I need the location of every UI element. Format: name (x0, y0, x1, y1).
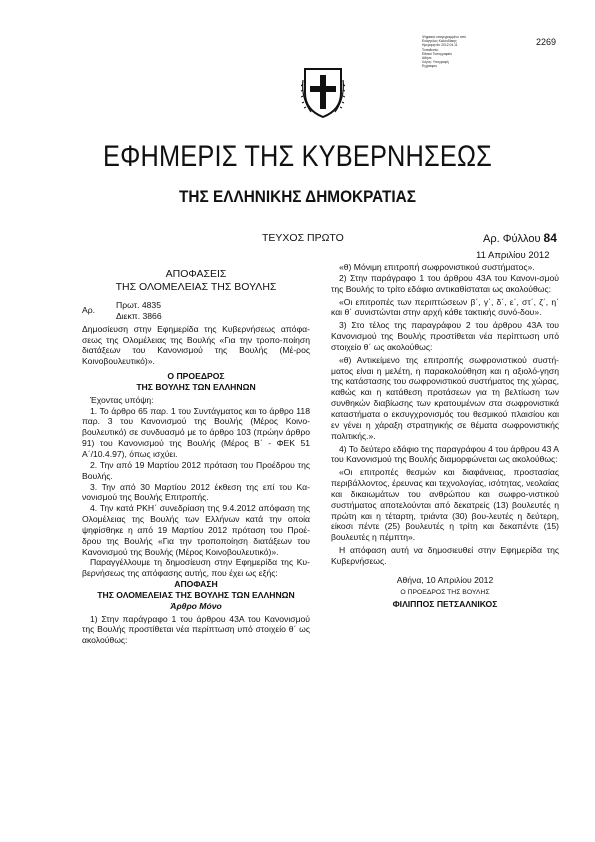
president-title: Ο ΠΡΟΕΔΡΟΣ (167, 371, 225, 382)
page-number: 2269 (536, 37, 557, 47)
paragraph: 3) Στο τέλος της παραγράφου 2 του άρθρου 43Α του Κανονισμού της Βουλής προστίθεται νέα περίπτωση υπό στοιχείο θ΄ ως ακολούθως: (331, 320, 559, 352)
signatory-name: ΦΙΛΙΠΠΟΣ ΠΕΤΣΑΛΝΙΚΟΣ (392, 599, 498, 610)
sheet-label: Αρ. Φύλλου (483, 233, 541, 245)
paragraph: 1. Το άρθρο 65 παρ. 1 του Συντάγματος και το άρθρο 118 παρ. 3 του Κανονισμού της Βουλής (Μέρος Κοινο-βουλευτικό) σε συνδυασμό με το άρθρο 103 (πρώην άρθρο 91) του Κανονισμού της Βουλής (Μέρος Β΄ - ΦΕΚ 51 Α΄/10.4.97), όπως ισχύει. (82, 405, 310, 459)
paragraph: 4) Το δεύτερο εδάφιο της παραγράφου 4 του άρθρου 43 Α του Κανονισμού της Βουλής διαμορφώνεται ως ακολούθως: (331, 443, 560, 465)
sheet-number: 84 (543, 231, 557, 245)
reference-values (104, 300, 162, 322)
signature-line: Αθήνα (422, 56, 432, 61)
intro-paragraph: Δημοσίευση στην Εφημερίδα της Κυβερνήσεως απόφα-σεως της Ολομέλειας της Βουλής «Για την τροπο-ποίηση διατάξεων του Κανονισμού της Βουλής (Μέ-ρος Κοινοβουλευτικό)». (82, 323, 310, 367)
paragraph: «θ) Μόνιμη επιτροπή σωφρονιστικού συστήματος». (339, 262, 535, 272)
paragraph: 2. Την από 19 Μαρτίου 2012 πρόταση του Προέδρου της Βουλής. (82, 459, 310, 481)
issue-date: 11 Απριλίου 2012 (476, 250, 550, 261)
right-column (331, 262, 559, 610)
reference-block (82, 300, 310, 322)
sheet-number-block (483, 231, 557, 245)
signature-line: Ψηφιακά υπογεγραμμένο από (422, 35, 466, 39)
heading-decisions: ΑΠΟΦΑΣΕΙΣ (165, 268, 227, 280)
paragraph: 4. Την κατά ΡΚΗ΄ συνεδρίαση της 9.4.2012 απόφαση της Ολομέλειας της Βουλής των Ελλήνων κατά την οποία ψηφίσθηκε η από 19 Μαρτίου 2012 πρόταση του Προέ-δρου της Βουλής «Για την τροποποίηση διατάξεων του Κανονισμού της Βουλής (Μέρος Κοινοβουλευτικό)». (82, 503, 310, 557)
signature-line: Εγγραφου (422, 64, 438, 69)
article-heading: Άρθρο Μόνο (170, 600, 222, 611)
signature-line: Εθνικό Τυπογραφείο (422, 51, 452, 56)
having-regard-text: Έχοντας υπόψη: (90, 394, 154, 405)
decision-subtitle: ΤΗΣ ΟΛΟΜΕΛΕΙΑΣ ΤΗΣ ΒΟΥΛΗΣ ΤΩΝ ΕΛΛΗΝΩΝ (97, 589, 295, 600)
signature-line: Ημερομηνία: 2012.04.11 (422, 43, 458, 48)
signature-line: Ευάγγελος Καλουδάκης (422, 39, 457, 44)
signature-line: Τοποθεσία: (422, 47, 439, 52)
gazette-subtitle: ΤΗΣ ΕΛΛΗΝΙΚΗΣ ΔΗΜΟΚΡΑΤΙΑΣ (179, 188, 416, 206)
signing-place-date: Αθήνα, 10 Απριλίου 2012 (396, 574, 494, 585)
paragraph: Η απόφαση αυτή να δημοσιευθεί στην Εφημερίδα της Κυβερνήσεως. (331, 545, 559, 566)
parliament-title: ΤΗΣ ΒΟΥΛΗΣ ΤΩΝ ΕΛΛΗΝΩΝ (136, 381, 256, 392)
paragraph: «Οι επιτροπές των περιπτώσεων β΄, γ΄, δ΄, ε΄, στ΄, ζ΄, η΄ και θ΄ συνιστώνται στην αρχή κάθε τακτικής συνό-δου». (331, 296, 559, 318)
section-heading (82, 268, 310, 294)
signature-line: Λόγος: Υπογραφή (422, 60, 449, 65)
reference-label: Αρ. (82, 305, 96, 315)
decision-title: ΑΠΟΦΑΣΗ (174, 579, 218, 590)
left-column (82, 262, 310, 646)
digital-signature-block (422, 35, 484, 69)
paragraph: Παραγγέλλουμε τη δημοσίευση στην Εφημερίδα της Κυ-βερνήσεως της απόφασης αυτής, που έχει ως εξής: (82, 557, 310, 579)
protocol-number: Πρωτ. 4835 (116, 300, 161, 310)
president-heading (82, 371, 310, 393)
paragraph: 2) Στην παράγραφο 1 του άρθρου 43Α του Κανονι-σμού της Βουλής το τρίτο εδάφιο αντικαθίσταται ως ακολούθως: (331, 272, 559, 294)
dispatch-number: Διεκπ. 3866 (116, 310, 162, 321)
heading-plenary: ΤΗΣ ΟΛΟΜΕΛΕΙΑΣ ΤΗΣ ΒΟΥΛΗΣ (115, 281, 277, 293)
paragraph: 1) Στην παράγραφο 1 του άρθρου 43Α του Κανονισμού της Βουλής προστίθεται νέα περίπτωση υπό στοιχείο θ΄ ως ακολούθως: (82, 613, 310, 646)
greek-coat-of-arms-icon (301, 66, 345, 120)
issue-type: ΤΕΥΧΟΣ ΠΡΩΤΟ (262, 232, 344, 244)
paragraph: «θ) Αντικείμενο της επιτροπής σωφρονιστικού συστή-ματος είναι η μελέτη, η παρακολούθηση και η αξιολό-γηση της κατάστασης του σωφρονιστικού συστήματος της χώρας, καθώς και η κατάθεση προτάσεων για τη βελτίωση των συνθηκών διαβίωσης των κρατουμένων στα σωφρονιστικά καταστήματα ο εκσυγχρονισμός του θεσμικού πλαισίου και εν γένει η χάραξη στρατηγικής σε θέματα σωφρονιστικής πολιτικής.». (331, 354, 559, 441)
gazette-title: ΕΦΗΜΕΡΙΣ ΤΗΣ ΚΥΒΕΡΝΗΣΕΩΣ (103, 140, 492, 173)
paragraph: «Οι επιτροπές θεσμών και διαφάνειας, προστασίας περιβάλλοντος, έρευνας και τεχνολογίας, ισότητας, νεολαίας και δικαιωμάτων του ανθρώπου και σωφρο-νιστικού συστήματος αποτελούνται από δεκατρείς (13) βουλευτές η πρώτη και η τέταρτη, τριάντα (30) βου-λευτές η δεύτερη, είκοσι πέντε (25) βουλευτές η τρίτη και δεκαπέντε (15) βουλευτές η πέμπτη». (331, 467, 559, 543)
decision-heading (82, 579, 310, 601)
paragraph: 3. Την από 30 Μαρτίου 2012 έκθεση της επί του Κα-νονισμού της Βουλής Επιτροπής. (82, 481, 310, 503)
signatory-role: Ο ΠΡΟΕΔΡΟΣ ΤΗΣ ΒΟΥΛΗΣ (400, 588, 490, 596)
